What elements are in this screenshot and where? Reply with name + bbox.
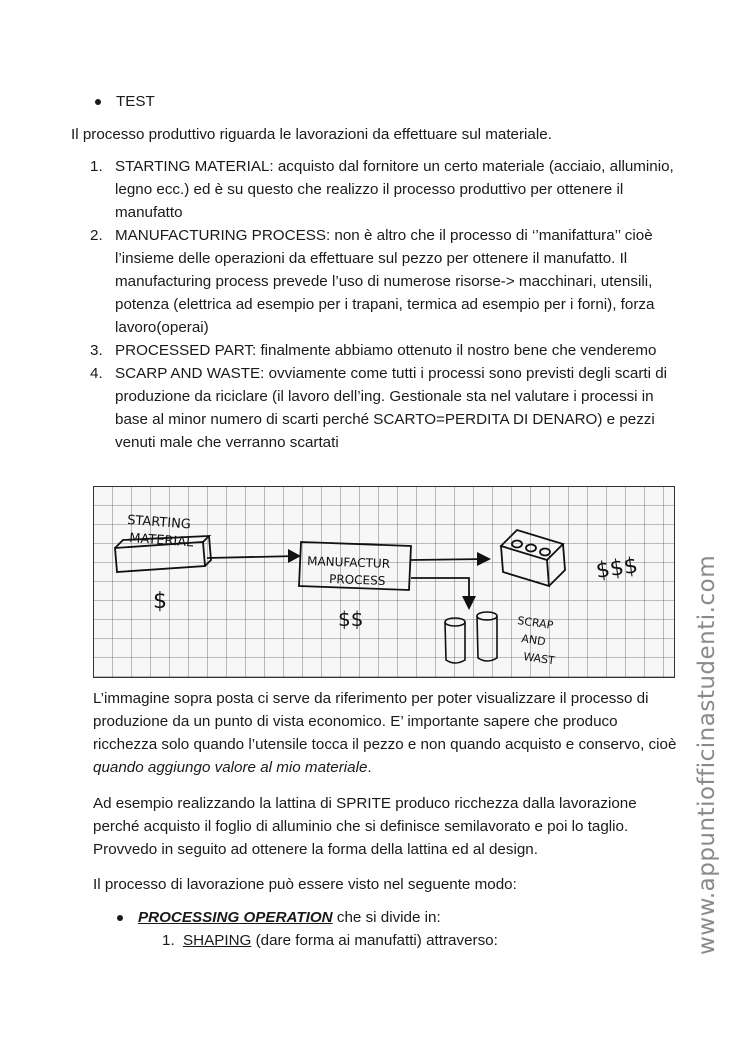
paragraph-text: . <box>367 759 372 776</box>
sketch-cost-process: $$ <box>338 607 364 631</box>
step-number: 3. <box>90 342 103 359</box>
sub-item-rest: (dare forma ai manufatti) attraverso: <box>251 932 498 949</box>
sketch-start-label-1: STARTING <box>126 513 192 533</box>
paragraph-sprite-example: Ad esempio realizzando la lattina di SPRITE produco ricchezza dalla lavorazione perché acquisto il foglio di alluminio che si definisce semilavorato e poi lo taglio. Provvedo in seguito ad ottenere la forma della lattina ed al design. <box>93 795 637 858</box>
list-item <box>90 339 680 362</box>
step-number: 2. <box>90 227 103 244</box>
operation-rest: che si divide in: <box>332 909 441 926</box>
paragraph-process-intro: Il processo di lavorazione può essere visto nel seguente modo: <box>93 876 517 893</box>
step-text: MANUFACTURING PROCESS: non è altro che il processo di ‘’manifattura’’ cioè l’insieme delle operazioni da effettuare sul pezzo per ottenere il manufatto. Il manufacturing process prevede l’uso di numerose risorse-> macchinari, utensili, potenza (elettrica ad esempio per i trapani, termica ad esempio per i forni), forza lavoro(operai) <box>115 227 655 336</box>
sketch-process-label-2: PROCESS <box>328 572 386 588</box>
sub-item-term: SHAPING <box>183 932 252 949</box>
sketch-start-label-2: MATERIAL <box>128 531 194 551</box>
paragraph-economic-view <box>93 687 683 779</box>
list-item <box>90 155 680 224</box>
process-steps-list <box>90 155 680 454</box>
sketch-cost-start: $ <box>153 589 167 614</box>
sub-item-number: 1. <box>162 932 175 949</box>
processing-operation-line <box>138 906 441 929</box>
step-text: STARTING MATERIAL: acquisto dal fornitore un certo materiale (acciaio, alluminio, legno ecc.) ed è su questo che realizzo il processo produttivo per ottenere il manufatto <box>115 158 674 221</box>
list-item <box>90 224 680 339</box>
process-sketch <box>93 486 675 678</box>
bullet-dot <box>95 99 101 105</box>
list-item <box>90 362 680 454</box>
bullet-dot <box>117 915 123 921</box>
sketch-value-part: $$$ <box>594 553 640 584</box>
step-text: SCARP AND WASTE: ovviamente come tutti i processi sono previsti degli scarti di produzione da riciclare (il lavoro dell’ing. Gestionale sta nel valutare i processi in base al minor numero di scarti perché SCARTO=PERDITA DI DENARO) e pezzi venuti male che verranno scartati <box>115 365 668 451</box>
sketch-scrap-label-3: WAST <box>522 650 556 668</box>
sub-item-line <box>183 929 498 952</box>
sketch-scrap-label-1: SCRAP <box>516 614 555 632</box>
emphasis-text: quando aggiungo valore al mio materiale <box>93 759 368 776</box>
sketch-process-label-1: MANUFACTUR <box>306 554 391 571</box>
arrow-to-part <box>411 559 487 560</box>
watermark: www.appuntiofficinastudenti.com <box>694 554 720 955</box>
step-number: 1. <box>90 158 103 175</box>
step-number: 4. <box>90 365 103 382</box>
step-text: PROCESSED PART: finalmente abbiamo ottenuto il nostro bene che venderemo <box>115 342 657 359</box>
top-bullet-text: TEST <box>116 93 155 110</box>
sketch-scrap-label-2: AND <box>520 632 547 649</box>
paragraph-text: L’immagine sopra posta ci serve da riferimento per poter visualizzare il processo di produzione da un punto di vista economico. E’ importante sapere che produco ricchezza solo quando l’utensile tocca il pezzo e non quando acquisto e conservo, cioè <box>93 690 677 753</box>
operation-title: PROCESSING OPERATION <box>138 909 333 926</box>
intro-paragraph: Il processo produttivo riguarda le lavorazioni da effettuare sul materiale. <box>71 126 552 143</box>
